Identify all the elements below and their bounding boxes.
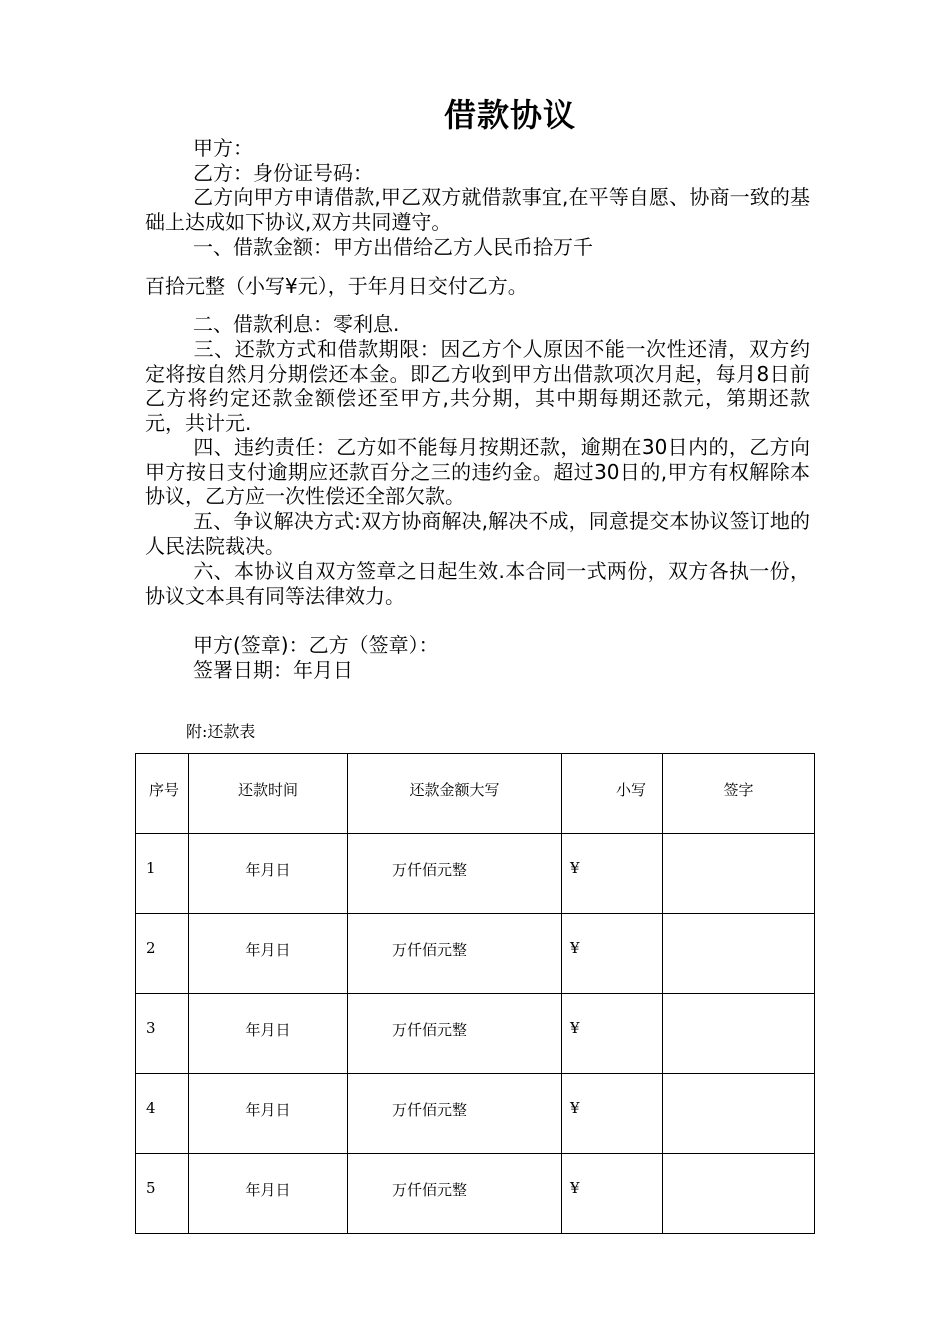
- row-amount-big: 万仟佰元整: [348, 914, 562, 994]
- clause-6: [145, 559, 810, 608]
- row-index: 5: [136, 1154, 189, 1234]
- row-amount-big: 万仟佰元整: [348, 994, 562, 1074]
- row-date: 年月日: [189, 834, 348, 914]
- clause-1-text-2: 百拾元整（小写¥元），于年月日交付乙方。: [145, 274, 528, 298]
- row-amount-small: ¥: [562, 1074, 663, 1154]
- table-header-row: [136, 754, 815, 834]
- clause-5: [145, 509, 810, 558]
- row-index: 2: [136, 914, 189, 994]
- table-row: [136, 1074, 815, 1154]
- signature-text: 甲方(签章)：乙方（签章）：: [193, 633, 439, 657]
- header-amount-small: 小写: [562, 754, 663, 834]
- signature-line: [145, 633, 810, 658]
- row-index: 3: [136, 994, 189, 1074]
- header-date: 还款时间: [189, 754, 348, 834]
- sign-date-text: 签署日期：年月日: [193, 658, 353, 682]
- row-amount-small: ¥: [562, 914, 663, 994]
- row-date: 年月日: [189, 914, 348, 994]
- row-amount-big: 万仟佰元整: [348, 834, 562, 914]
- row-amount-small: ¥: [562, 994, 663, 1074]
- header-amount-big: 还款金额大写: [348, 754, 562, 834]
- party-a-text: 甲方：: [193, 136, 253, 160]
- row-amount-big: 万仟佰元整: [348, 1154, 562, 1234]
- row-signature: [663, 834, 815, 914]
- row-signature: [663, 914, 815, 994]
- attachment-label: 附:还款表: [186, 722, 256, 741]
- header-index: 序号: [136, 754, 189, 834]
- intro-text: 乙方向甲方申请借款,甲乙双方就借款事宜,在平等自愿、协商一致的基础上达成如下协议,双方共同遵守。: [145, 185, 810, 234]
- clause-2: [145, 312, 810, 337]
- party-b-line: [145, 161, 810, 186]
- clause-4-text: 四、违约责任：乙方如不能每月按期还款，逾期在30日内的，乙方向甲方按日支付逾期应还款百分之三的违约金。超过30日的,甲方有权解除本协议，乙方应一次性偿还全部欠款。: [145, 435, 810, 508]
- row-signature: [663, 1154, 815, 1234]
- row-signature: [663, 1074, 815, 1154]
- table-row: [136, 914, 815, 994]
- row-index: 1: [136, 834, 189, 914]
- sign-date-line: [145, 658, 810, 683]
- clause-3-text: 三、还款方式和借款期限：因乙方个人原因不能一次性还清，双方约定将按自然月分期偿还本金。即乙方收到甲方出借款项次月起，每月8日前乙方将约定还款金额偿还至甲方,共分期，其中期每期还款元，第期还款元，共计元.: [145, 337, 810, 435]
- table-row: [136, 1154, 815, 1234]
- row-index: 4: [136, 1074, 189, 1154]
- clause-4: [145, 435, 810, 509]
- row-amount-big: 万仟佰元整: [348, 1074, 562, 1154]
- row-signature: [663, 994, 815, 1074]
- row-date: 年月日: [189, 1154, 348, 1234]
- clause-1-text-1: 一、借款金额：甲方出借给乙方人民币拾万千: [193, 235, 593, 259]
- document-title: 借款协议: [443, 96, 576, 134]
- party-a-line: [145, 136, 810, 161]
- header-signature: 签字: [663, 754, 815, 834]
- row-amount-small: ¥: [562, 834, 663, 914]
- clause-2-text: 二、借款利息：零利息.: [193, 312, 400, 336]
- clause-6-text: 六、本协议自双方签章之日起生效.本合同一式两份，双方各执一份，协议文本具有同等法律效力。: [145, 559, 810, 608]
- row-date: 年月日: [189, 994, 348, 1074]
- repayment-table: [135, 753, 815, 1234]
- row-date: 年月日: [189, 1074, 348, 1154]
- table-row: [136, 994, 815, 1074]
- clause-5-text: 五、争议解决方式:双方协商解决,解决不成，同意提交本协议签订地的人民法院裁决。: [145, 509, 810, 558]
- row-amount-small: ¥: [562, 1154, 663, 1234]
- clause-1-line-2: [145, 274, 810, 299]
- clause-3: [145, 337, 810, 435]
- party-b-text: 乙方：身份证号码：: [193, 161, 373, 185]
- intro-paragraph: [145, 185, 810, 234]
- clause-1-line-1: [145, 235, 810, 260]
- table-row: [136, 834, 815, 914]
